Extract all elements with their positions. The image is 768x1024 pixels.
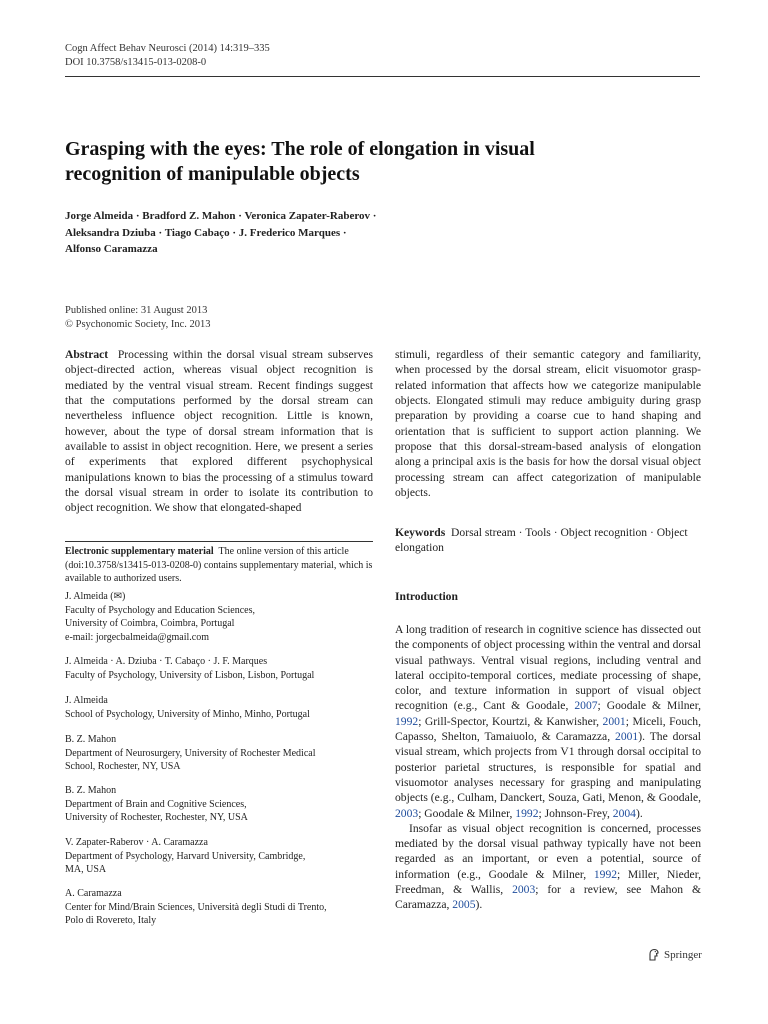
citation-link[interactable]: 1992 bbox=[515, 806, 539, 820]
affiliation-email: e-mail: jorgecbalmeida@gmail.com bbox=[65, 631, 209, 643]
affiliation-block bbox=[65, 733, 375, 774]
keywords bbox=[395, 525, 701, 556]
intro-paragraph-2 bbox=[395, 821, 701, 913]
text-run: ; Goodale & Milner, bbox=[597, 699, 701, 713]
supplementary-note bbox=[65, 545, 373, 586]
affiliation-name: J. Almeida bbox=[65, 695, 108, 706]
text-run: ). bbox=[635, 806, 643, 820]
citation-link[interactable]: 2003 bbox=[512, 883, 536, 897]
citation-link[interactable]: 2001 bbox=[602, 714, 626, 728]
keywords-text: Dorsal stream · Tools · Object recognition · Object elongation bbox=[395, 526, 688, 555]
published-date: Published online: 31 August 2013 bbox=[65, 305, 208, 316]
affiliation-dept: Faculty of Psychology, University of Lisbon, Lisbon, Portugal bbox=[65, 669, 315, 681]
publication-info bbox=[65, 304, 211, 332]
text-run: Insofar as visual object recognition is concerned, processes mediated by the dorsal visual pathway typically have not been regarded as an important, or even a potential, source of information (e.g., Goodale & Milner, bbox=[395, 821, 701, 881]
citation-link[interactable]: 2001 bbox=[615, 730, 639, 744]
affiliation-dept: Department of Brain and Cognitive Sciences, bbox=[65, 798, 247, 810]
affiliation-univ: Polo di Rovereto, Italy bbox=[65, 915, 157, 926]
affiliation-name: A. Caramazza bbox=[65, 888, 122, 899]
supplementary-text: The online version of this article (doi:10.3758/s13415-013-0208-0) contains supplementary material, which is available to authorized users. bbox=[65, 546, 373, 584]
affiliation-block bbox=[65, 784, 375, 825]
title-line-1: Grasping with the eyes: The role of elongation in visual bbox=[65, 138, 535, 160]
text-run: ). The dorsal visual stream, which projects from V1 through dorsal occipital to posterior parietal structures, is responsible for spatial and visuomotor analyses necessary for grasping and manipulating objects (e.g., Culham, Danckert, Souza, Gati, Menon, & Goodale, bbox=[395, 730, 701, 805]
authors-line-1: Jorge Almeida · Bradford Z. Mahon · Veronica Zapater-Raberov · bbox=[65, 210, 377, 222]
supplementary-rule bbox=[65, 541, 373, 542]
affiliation-univ: School, Rochester, NY, USA bbox=[65, 761, 181, 772]
citation-link[interactable]: 2007 bbox=[574, 699, 598, 713]
affiliation-dept: Department of Psychology, Harvard University, Cambridge, bbox=[65, 850, 306, 862]
affiliation-univ: University of Coimbra, Coimbra, Portugal bbox=[65, 618, 235, 629]
abstract-label: Abstract bbox=[65, 348, 109, 361]
affiliation-dept: Center for Mind/Brain Sciences, Università degli Studi di Trento, bbox=[65, 901, 327, 913]
intro-paragraph-1 bbox=[395, 622, 701, 821]
text-run: A long tradition of research in cognitive science has dissected out the components of object processing within the ventral and dorsal visual pathways. Ventral visual regions, including ventral and lateral occipito-temporal cortices, mediate processing of shape, color, and texture information in support of visual object recognition (e.g., Cant & Goodale, bbox=[395, 623, 701, 713]
text-run: ; Miller, Nieder, Freedman, & Wallis, bbox=[395, 867, 701, 897]
supplementary-label: Electronic supplementary material bbox=[65, 546, 214, 557]
abstract-text-1: Processing within the dorsal visual stream subserves object-directed action, whereas visual object recognition is mediated by the ventral visual stream. Recent findings suggest that the computations performed by the dorsal stream can nevertheless influence object recognition. Little is known, however, about the type of dorsal stream information that is available to assist in object recognition. Here, we present a series of experiments that explored different psychophysical manipulations known to bias the processing of a stimulus toward the dorsal visual stream in order to isolate its contribution to object recognition. We show that elongated-shaped bbox=[65, 348, 373, 515]
affiliation-dept: School of Psychology, University of Minho, Minho, Portugal bbox=[65, 708, 310, 720]
copyright: © Psychonomic Society, Inc. 2013 bbox=[65, 319, 211, 330]
section-heading-introduction: Introduction bbox=[395, 590, 458, 603]
text-run: ; for a review, see Mahon & Caramazza, bbox=[395, 883, 701, 912]
affiliation-block bbox=[65, 694, 375, 721]
abstract-part-2: stimuli, regardless of their semantic category and familiarity, when processed by the dorsal stream, elicit visuomotor grasp-related information that affects how we categorize manipulable objects. Elongated stimuli may reduce ambiguity during grasp preparation by providing a coarse cue to hand shaping and orientation that is sufficient to support action planning. We propose that this dorsal-stream-based analysis of elongation along a principal axis is the basis for how the dorsal visual object processing stream can affect categorization of manipulable objects. bbox=[395, 348, 701, 500]
affiliation-name: B. Z. Mahon bbox=[65, 785, 117, 796]
affiliation-univ: University of Rochester, Rochester, NY, USA bbox=[65, 812, 248, 823]
authors-line-3: Alfonso Caramazza bbox=[65, 243, 158, 255]
citation-link[interactable]: 2005 bbox=[452, 898, 476, 912]
journal-header bbox=[65, 42, 270, 70]
article-title bbox=[65, 137, 685, 187]
citation-link[interactable]: 2003 bbox=[395, 806, 419, 820]
citation-link[interactable]: 2004 bbox=[612, 806, 636, 820]
affiliation-block bbox=[65, 836, 375, 877]
abstract-part-1 bbox=[65, 347, 373, 516]
text-run: ). bbox=[475, 898, 483, 912]
text-run: ; Grill-Spector, Kourtzi, & Kanwisher, bbox=[418, 714, 603, 728]
springer-horse-icon bbox=[648, 948, 660, 961]
doi: DOI 10.3758/s13415-013-0208-0 bbox=[65, 57, 207, 68]
introduction-body bbox=[395, 622, 701, 913]
affiliation-dept: Department of Neurosurgery, University of Rochester Medical bbox=[65, 747, 316, 759]
affiliation-block bbox=[65, 655, 375, 682]
keywords-label: Keywords bbox=[395, 526, 446, 539]
journal-citation: Cogn Affect Behav Neurosci (2014) 14:319–335 bbox=[65, 43, 270, 54]
affiliation-block bbox=[65, 590, 375, 644]
affiliation-name: J. Almeida (✉) bbox=[65, 591, 126, 602]
publisher-name: Springer bbox=[664, 948, 702, 961]
citation-link[interactable]: 1992 bbox=[395, 714, 419, 728]
affiliation-univ: MA, USA bbox=[65, 864, 107, 875]
affiliation-dept: Faculty of Psychology and Education Sciences, bbox=[65, 604, 255, 616]
header-rule bbox=[65, 76, 700, 77]
text-run: ; Miceli, Fouch, Capasso, Shelton, Tamaiuolo, & Caramazza, bbox=[395, 714, 701, 744]
authors-line-2: Aleksandra Dziuba · Tiago Cabaço · J. Frederico Marques · bbox=[65, 226, 347, 239]
title-line-2: recognition of manipulable objects bbox=[65, 163, 360, 185]
text-run: ; Goodale & Milner, bbox=[418, 806, 516, 820]
author-list bbox=[65, 208, 445, 258]
publisher-logo bbox=[648, 948, 702, 961]
affiliation-name: B. Z. Mahon bbox=[65, 734, 117, 745]
affiliation-name: V. Zapater-Raberov · A. Caramazza bbox=[65, 837, 208, 848]
affiliation-name: J. Almeida · A. Dziuba · T. Cabaço · J. F. Marques bbox=[65, 656, 268, 667]
text-run: ; Johnson-Frey, bbox=[538, 806, 613, 820]
affiliation-block bbox=[65, 887, 375, 928]
citation-link[interactable]: 1992 bbox=[593, 867, 618, 881]
